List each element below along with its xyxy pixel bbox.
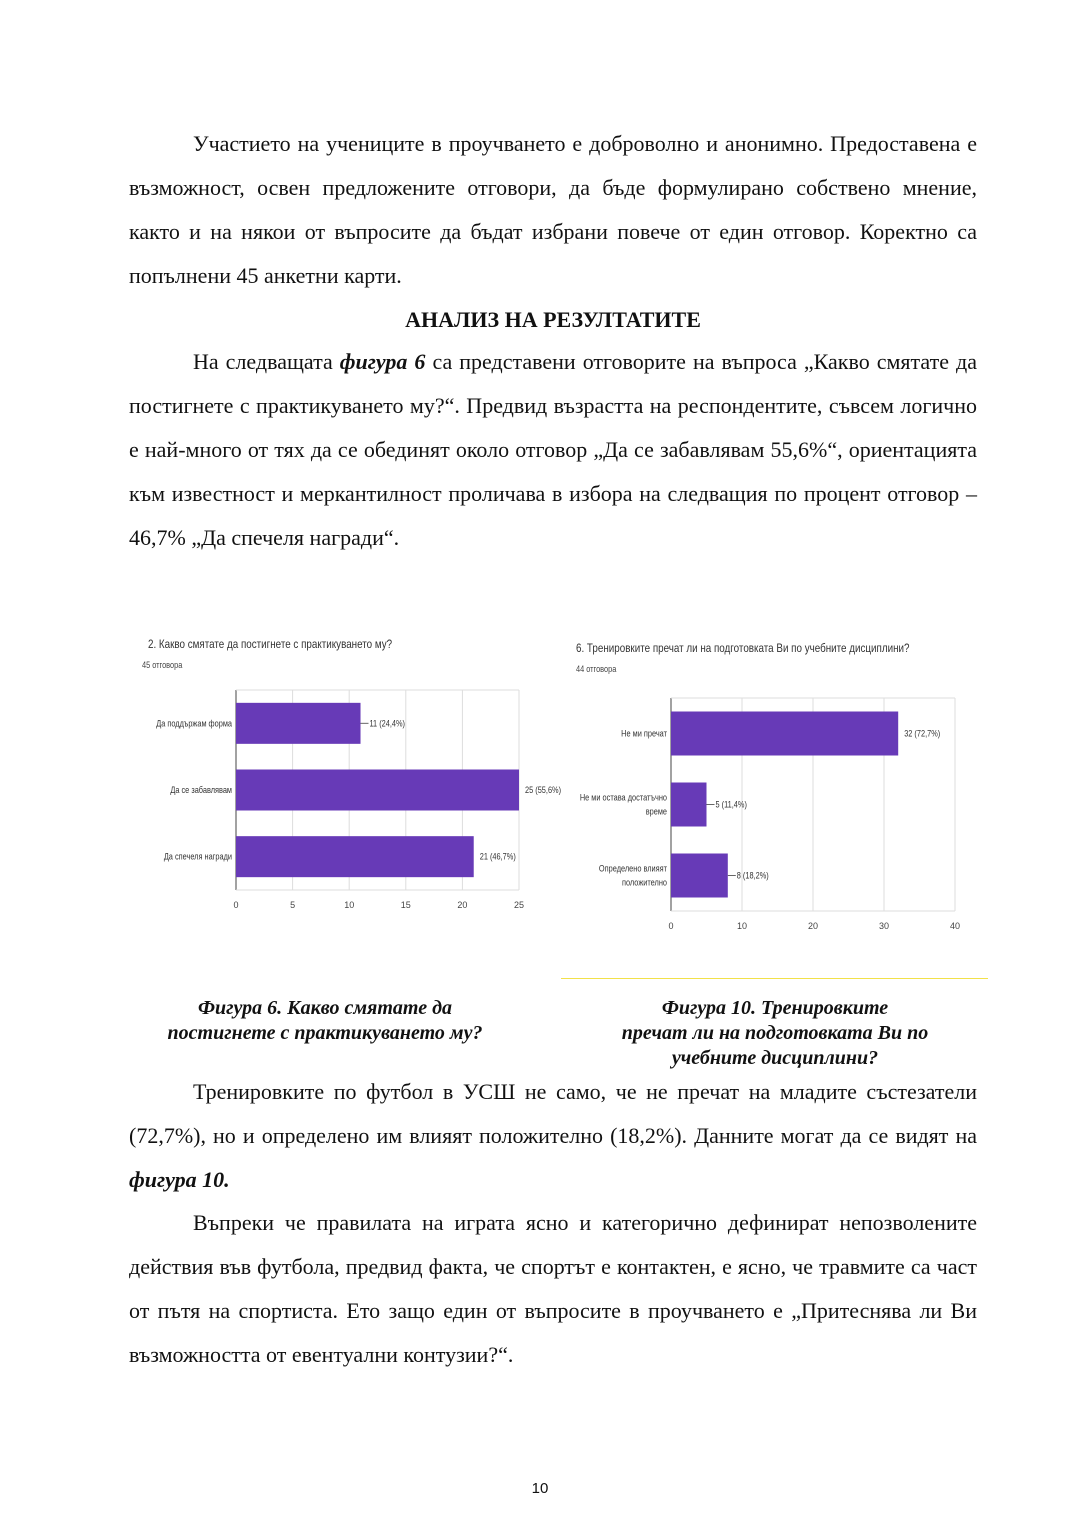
caption10-line3: учебните дисциплини? [671, 1047, 879, 1069]
chart2-category-label: Не ми остава достатъчно [579, 792, 667, 803]
chart2-data-label: 32 (72,7%) [904, 728, 941, 739]
chart1-bar [236, 836, 474, 877]
chart2-bar [671, 854, 728, 898]
paragraph-participation: Участието на учениците в проучването е доброволно и анонимно. Предоставена е възможност, освен предложените отговори, да бъде формулирано собствено мнение, както и на някои от въпросите да бъдат избрани повече от един отговор. Коректно са попълнени 45 анкетни карти. [129, 131, 977, 288]
chart-figure10 [570, 628, 970, 943]
chart1-subtitle: 45 отговора [142, 660, 183, 671]
caption10-line1: Фигура 10. Тренировките [661, 997, 889, 1019]
chart2-category-label: Определено влияят [598, 863, 667, 874]
chart2-data-label: 8 (18,2%) [736, 870, 769, 881]
chart1-category-label: Да се забавлявам [170, 785, 232, 796]
chart2-category-label: положително [622, 877, 667, 888]
p2-after: са представени отговорите на въпроса „Какво смятате да постигнете с практикуването му?“. Предвид възрастта на респондентите, съвсем логично е най-много от тях да се обединят около отговор „Да се забавлявам 55,6%“, ориентацията към известност и меркантилност проличава в избора на следващия по процент отговор – 46,7% „Да спечеля награди“. [129, 349, 977, 550]
p3-figure-ref: фигура 10. [129, 1167, 230, 1192]
chart2-bar [671, 712, 898, 756]
paragraph-figure6-analysis [129, 340, 977, 560]
chart1-tick-label: 5 [290, 900, 296, 910]
chart2-bar [671, 783, 707, 827]
chart1-data-label: 21 (46,7%) [479, 852, 516, 862]
p2-figure-ref: фигура 6 [339, 349, 426, 374]
chart1-category-label: Да спечеля награди [163, 852, 232, 862]
chart1-bar [236, 703, 361, 744]
paragraph-injuries: Въпреки че правилата на играта ясно и категорично дефинират непозволените действия във футбола, предвид факта, че спортът е контактен, е ясно, че травмите са част от пътя на спортиста. Ето защо един от въпросите в проучването е „Притеснява ли Ви възможността от евентуални контузии?“. [129, 1210, 977, 1367]
p3-text: Тренировките по футбол в УСШ не само, че не пречат на младите състезатели (72,7%), но и определено им влияят положително (18,2%). Данните могат да се видят на [129, 1079, 977, 1148]
chart1-data-label: 11 (24,4%) [369, 718, 406, 729]
p2-before: На следващата [193, 349, 340, 374]
chart2-tick-label: 20 [807, 921, 819, 931]
paragraph-figure10-analysis [129, 1070, 977, 1202]
chart2-tick-label: 40 [949, 921, 961, 931]
chart1-tick-label: 20 [457, 900, 468, 910]
chart1-title: 2. Какво смятате да постигнете с практикуването му? [148, 638, 393, 652]
page-number: 10 [531, 1480, 549, 1497]
chart1-bar [236, 770, 519, 811]
chart2-category-label: Не ми пречат [621, 728, 667, 739]
chart2-tick-label: 0 [668, 921, 674, 931]
chart1-data-label: 25 (55,6%) [525, 785, 562, 796]
chart1-category-label: Да поддържам форма [156, 718, 232, 729]
section-heading: АНАЛИЗ НА РЕЗУЛТАТИТЕ [405, 307, 701, 332]
chart2-tick-label: 10 [736, 921, 748, 931]
chart2-category-label: време [645, 806, 667, 817]
caption-figure6 [120, 996, 530, 1046]
chart1-tick-label: 25 [513, 900, 525, 910]
caption6-line1: Фигура 6. Какво смятате да [197, 997, 453, 1019]
chart-figure10-svg [570, 628, 970, 943]
chart2-subtitle: 44 отговора [576, 664, 617, 675]
chart-figure6-svg [130, 628, 562, 928]
caption6-line2: постигнете с практикуването му? [167, 1022, 483, 1044]
caption-figure10 [560, 996, 990, 1071]
chart1-tick-label: 10 [344, 900, 355, 910]
chart2-tick-label: 30 [878, 921, 890, 931]
caption10-line2: пречат ли на подготовката Ви по [621, 1022, 929, 1044]
chart1-tick-label: 0 [233, 900, 239, 910]
chart-figure6 [130, 628, 562, 928]
chart2-data-label: 5 (11,4%) [715, 799, 747, 810]
chart1-tick-label: 15 [400, 900, 411, 910]
chart2-title: 6. Тренировките пречат ли на подготовката Ви по учебните дисциплини? [576, 642, 910, 656]
yellow-rule [561, 978, 988, 979]
